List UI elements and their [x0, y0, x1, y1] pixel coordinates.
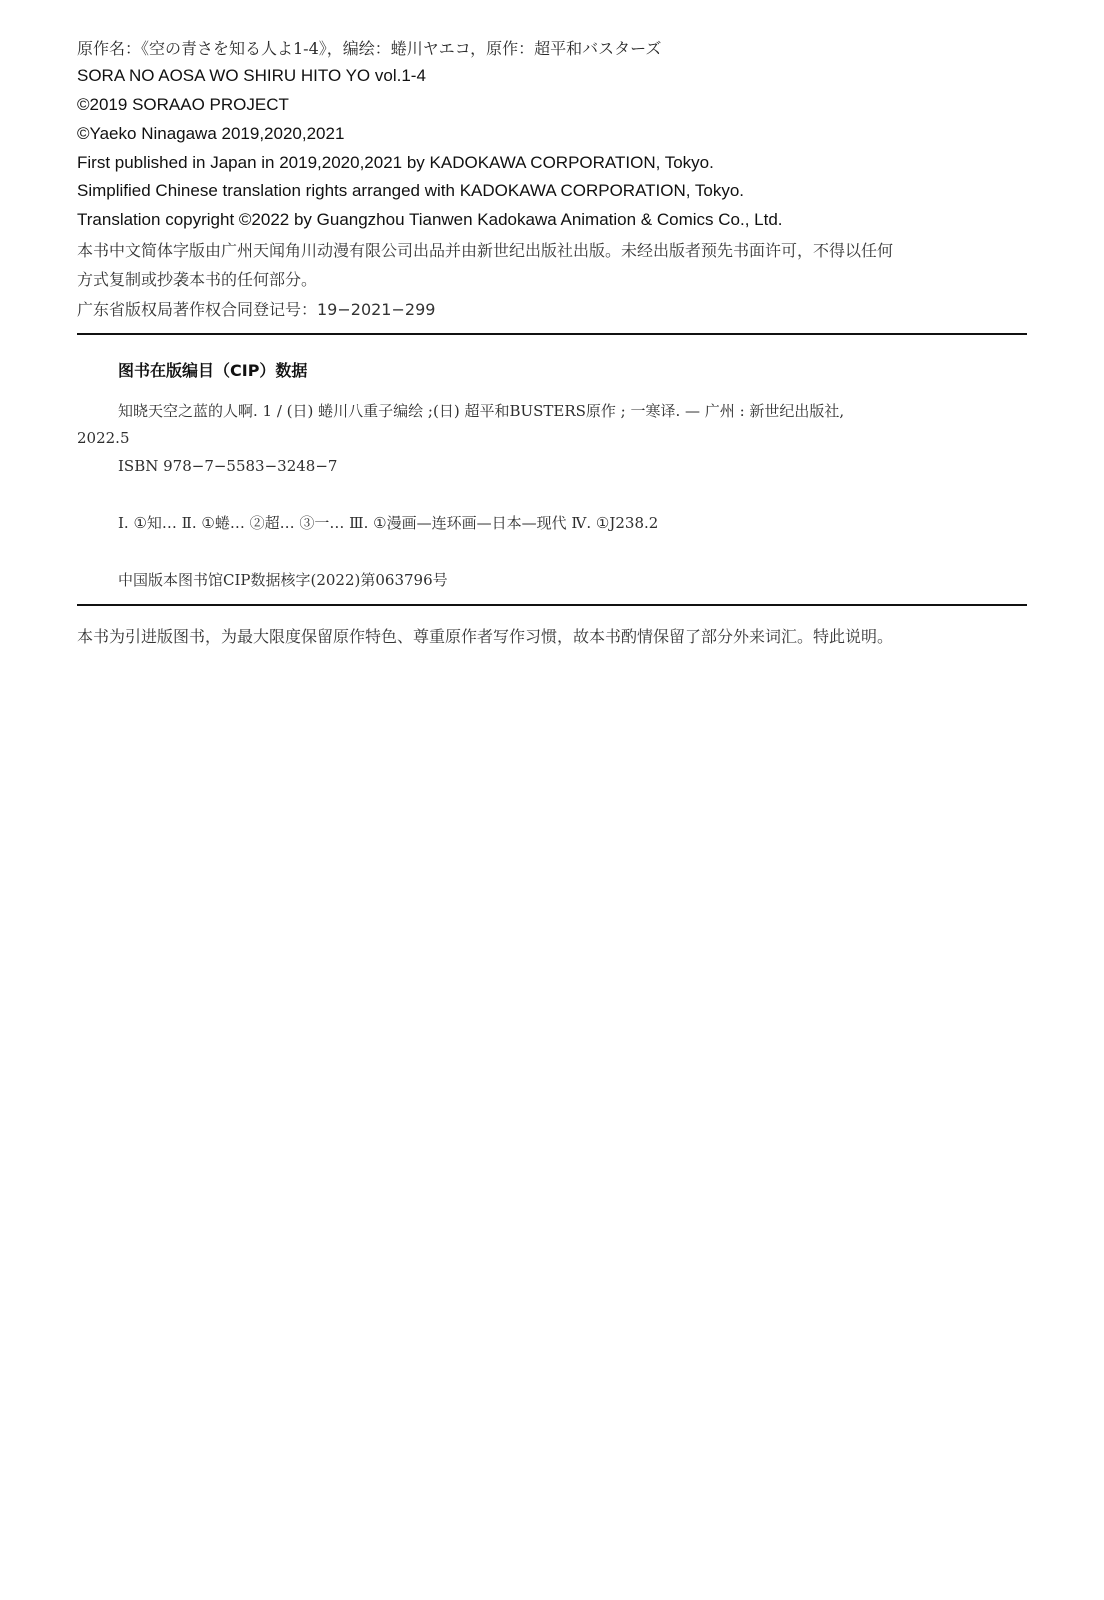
divider-bottom	[77, 604, 1027, 606]
romaji-title-line: SORA NO AOSA WO SHIRU HITO YO vol.1-4	[77, 66, 426, 85]
registration-number-line: 广东省版权局著作权合同登记号：19−2021−299	[77, 300, 436, 319]
cip-classification: Ⅰ. ①知… Ⅱ. ①蜷… ②超… ③一… Ⅲ. ①漫画—连环画—日本—现代 Ⅳ. ①J238.2	[118, 514, 659, 532]
divider-top	[77, 333, 1027, 335]
cip-entry-line-1: 知晓天空之蓝的人啊. 1 / (日) 蜷川八重子编绘 ;(日) 超平和BUSTERS原作 ; 一寒译. — 广州 : 新世纪出版社,	[118, 402, 845, 420]
cip-record-number: 中国版本图书馆CIP数据核字(2022)第063796号	[118, 571, 448, 589]
first-published-line: First published in Japan in 2019,2020,2021 by KADOKAWA CORPORATION, Tokyo.	[77, 153, 714, 172]
translation-copyright-line: Translation copyright ©2022 by Guangzhou Tianwen Kadokawa Animation & Comics Co., Ltd.	[77, 210, 783, 229]
footer-note: 本书为引进版图书，为最大限度保留原作特色、尊重原作者写作习惯，故本书酌情保留了部分外来词汇。特此说明。	[77, 627, 894, 646]
chinese-notice-line-1: 本书中文简体字版由广州天闻角川动漫有限公司出品并由新世纪出版社出版。未经出版者预先书面许可，不得以任何	[77, 241, 894, 260]
rights-arranged-line: Simplified Chinese translation rights arranged with KADOKAWA CORPORATION, Tokyo.	[77, 181, 745, 200]
cip-isbn: ISBN 978−7−5583−3248−7	[118, 457, 338, 475]
cip-entry-line-2: 2022.5	[77, 429, 130, 447]
original-title-line: 原作名：《空の青さを知る人よ1-4》，编绘：蜷川ヤエコ，原作：超平和バスターズ	[77, 39, 662, 58]
copyright-artist-line: ©Yaeko Ninagawa 2019,2020,2021	[77, 124, 345, 143]
cip-heading: 图书在版编目（CIP）数据	[118, 361, 308, 380]
copyright-project-line: ©2019 SORAAO PROJECT	[77, 95, 289, 114]
chinese-notice-line-2: 方式复制或抄袭本书的任何部分。	[77, 270, 318, 289]
